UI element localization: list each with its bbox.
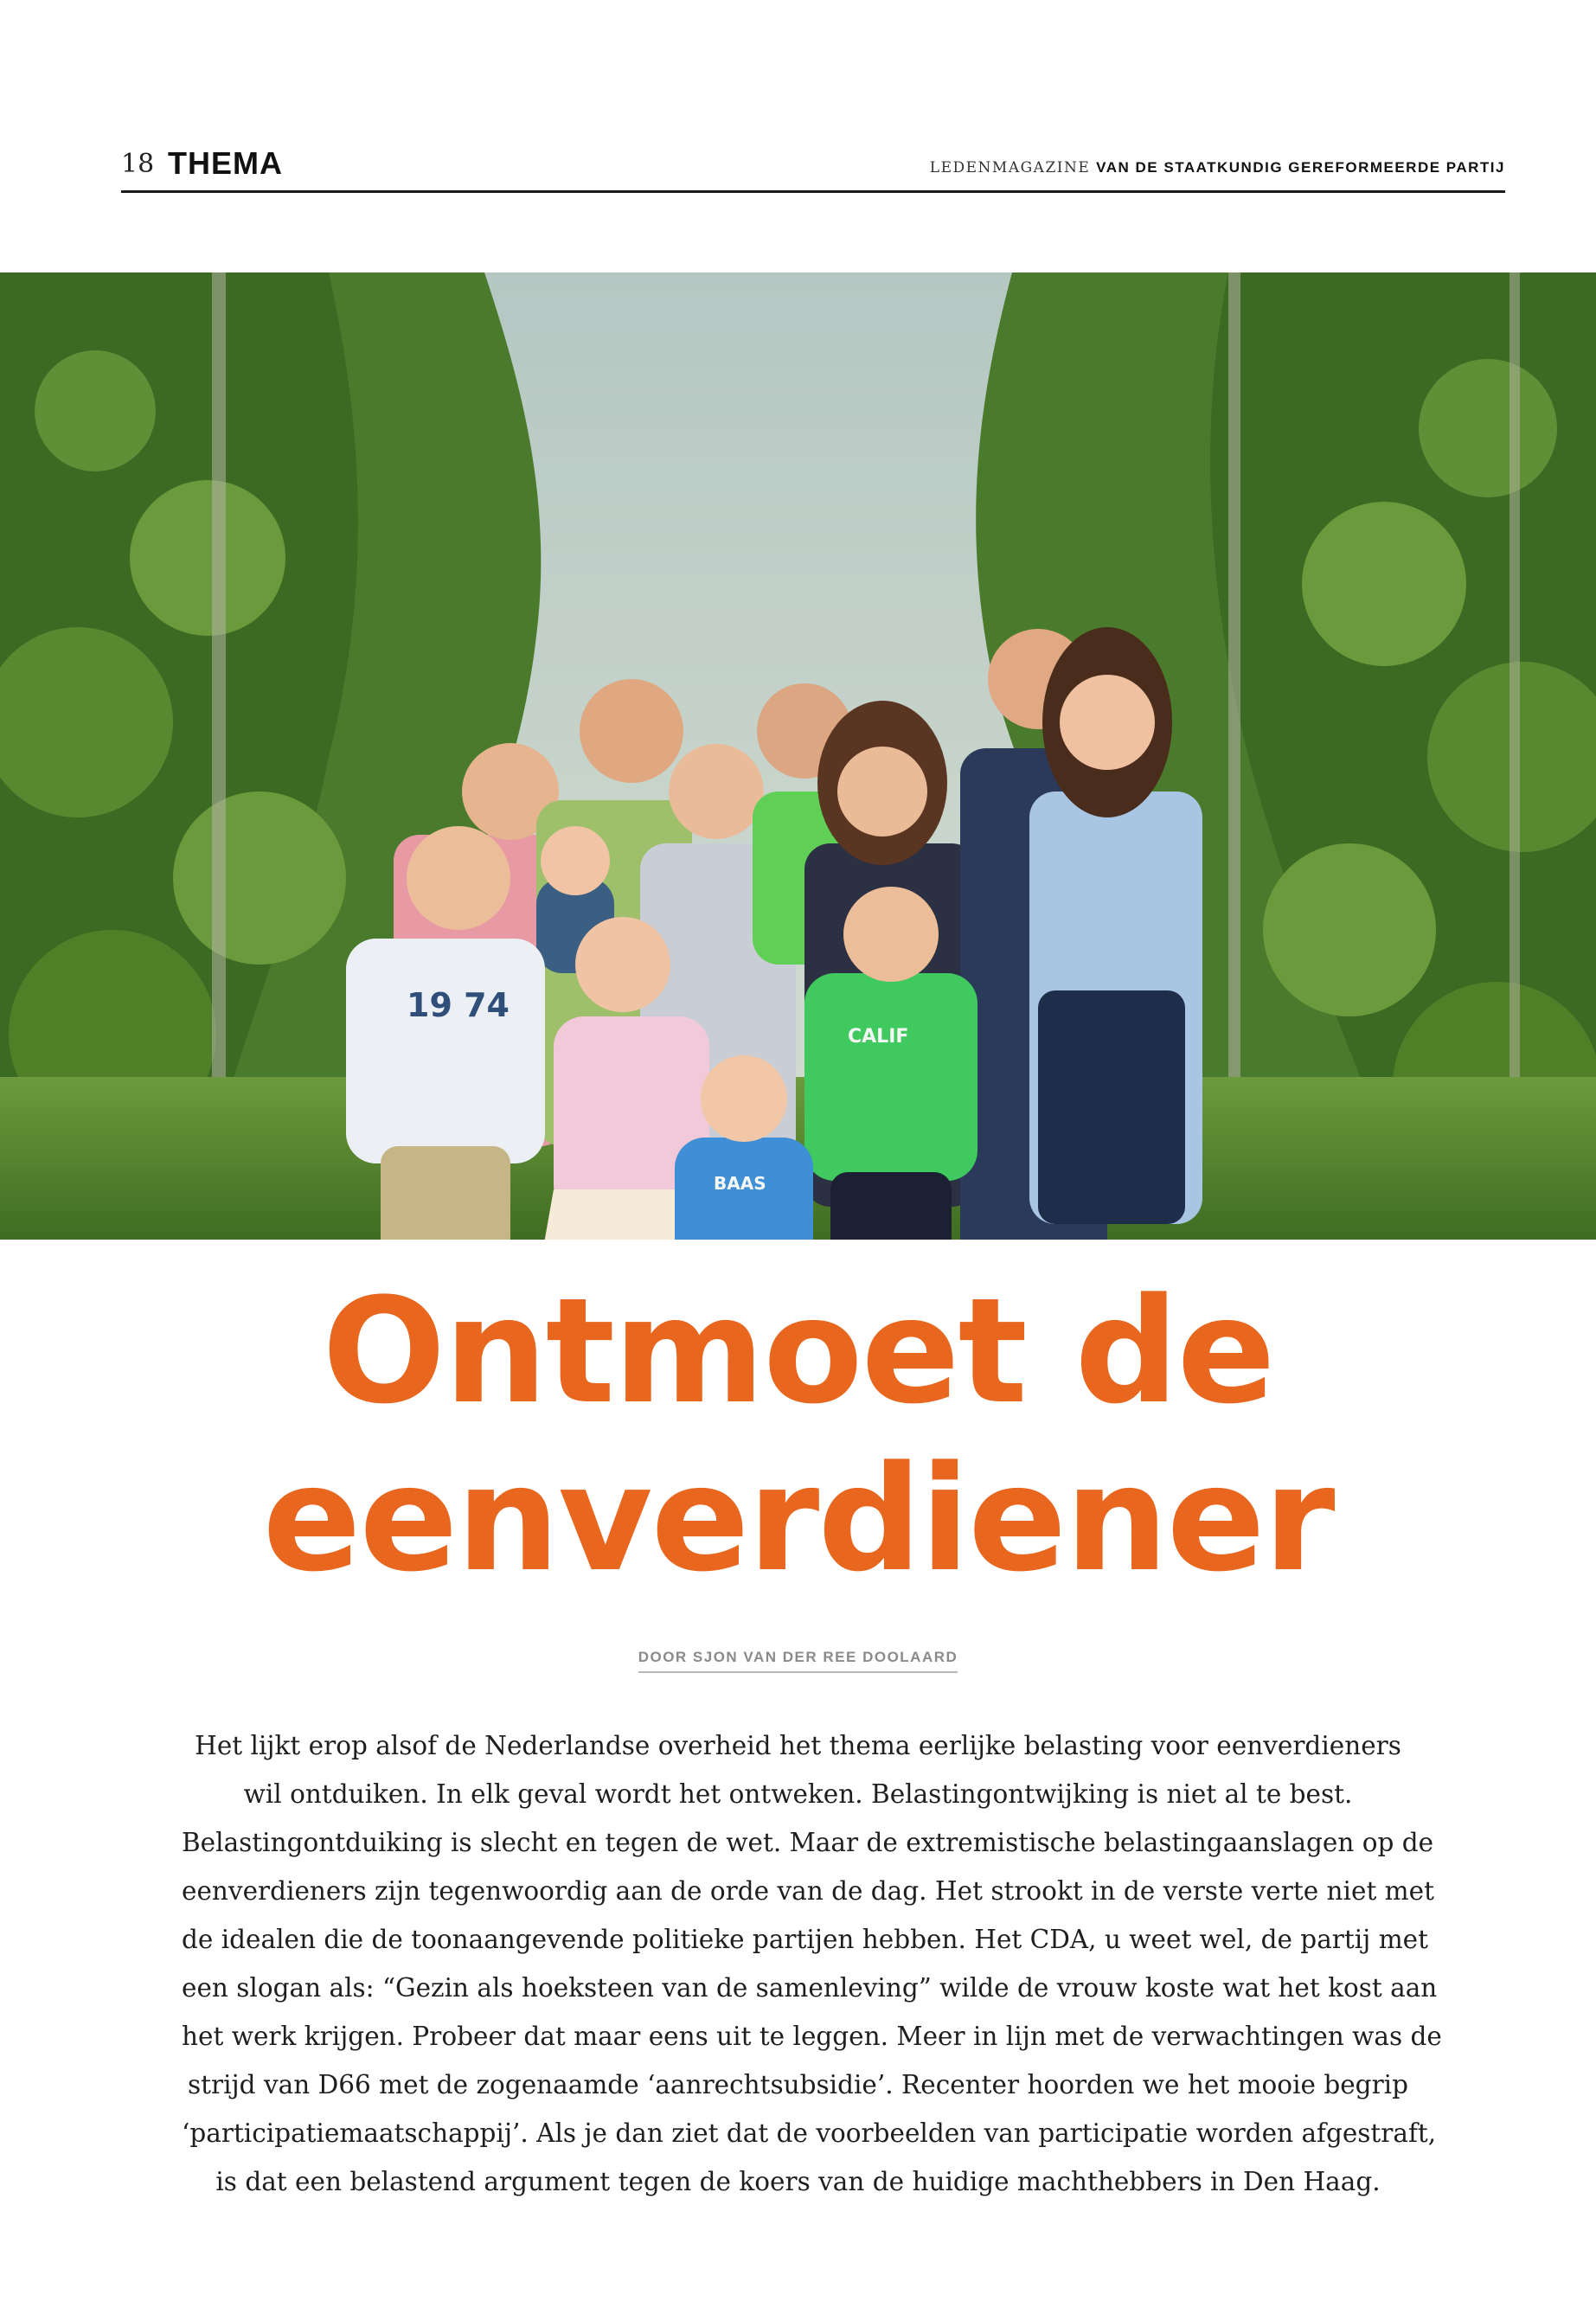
masthead-bold: VAN DE STAATKUNDIG GEREFORMEERDE PARTIJ [1096, 159, 1505, 176]
page-number: 18 [121, 149, 155, 179]
article-title-line-1: Ontmoet de [322, 1266, 1274, 1436]
article-body [182, 1721, 1442, 2206]
body-line: is dat een belastend argument tegen de koers van de huidige machthebbers in Den Haag. [215, 2167, 1381, 2196]
masthead [930, 159, 1505, 176]
body-line: strijd van D66 met de zogenaamde ‘aanrechtsubsidie’. Recenter hoorden we het mooie begrip [188, 2070, 1408, 2099]
body-line: Belastingontduiking is slecht en tegen de wet. Maar de extremistische belastingaanslagen op de [182, 1828, 1434, 1857]
masthead-light: LEDENMAGAZINE [929, 159, 1091, 176]
byline-text: DOOR SJON VAN DER REE DOOLAARD [638, 1649, 958, 1673]
body-line: het werk krijgen. Probeer dat maar eens uit te leggen. Meer in lijn met de verwachtingen was de [182, 2022, 1442, 2051]
shirt-text-1974: 19 74 [407, 986, 510, 1024]
article-title-line-2: eenverdiener [262, 1434, 1334, 1604]
shirt-text-baas: BAAS [714, 1173, 766, 1194]
page-header [121, 145, 1505, 193]
shirt-text-calif: CALIF [848, 1026, 909, 1048]
body-line: de idealen die de toonaangevende politieke partijen hebben. Het CDA, u weet wel, de partij met [182, 1925, 1428, 1954]
section-label: THEMA [168, 145, 283, 181]
body-line: eenverdieners zijn tegenwoordig aan de orde van de dag. Het strookt in de verste verte niet met [182, 1876, 1434, 1906]
byline [0, 1649, 1596, 1673]
body-line: Het lijkt erop alsof de Nederlandse overheid het thema eerlijke belasting voor eenverdieners [195, 1731, 1401, 1760]
body-line: ‘participatiemaatschappij’. Als je dan ziet dat de voorbeelden van participatie worden afgestraft, [182, 2118, 1437, 2148]
family-photo [0, 272, 1596, 1240]
body-line: wil ontduiken. In elk geval wordt het ontweken. Belastingontwijking is niet al te best. [243, 1779, 1353, 1809]
body-line: een slogan als: “Gezin als hoeksteen van de samenleving” wilde de vrouw koste wat het kost aan [182, 1973, 1438, 2003]
